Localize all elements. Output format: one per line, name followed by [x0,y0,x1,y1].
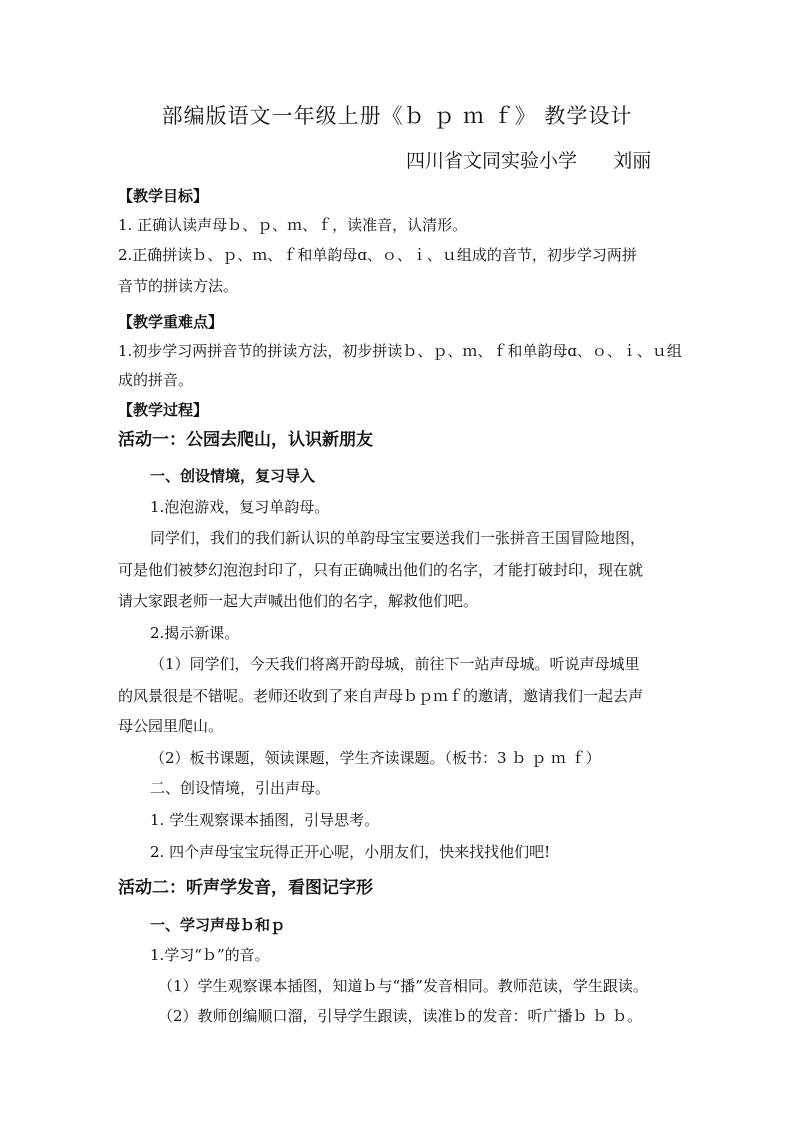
section-heading-objectives: 【教学目标】 [118,187,209,205]
paragraph: 可是他们被梦幻泡泡封印了，只有正确喊出他们的名字，才能打破封印，现在就 [118,561,644,579]
paragraph: 2. 四个声母宝宝玩得正开心呢，小朋友们，快来找找他们吧! [150,843,551,861]
activity-heading: 活动二：听声学发音，看图记字形 [118,878,373,898]
paragraph: 的风景很是不错呢。老师还收到了来自声母ｂｐｍｆ的邀请，邀请我们一起去声 [118,687,644,705]
paragraph: 2.揭示新课。 [150,624,240,642]
section-heading-key-points: 【教学重难点】 [118,313,224,331]
paragraph: （1）同学们，今天我们将离开韵母城，前往下一站声母城。听说声母城里 [150,655,640,673]
paragraph: 1.学习“ｂ”的音。 [150,946,270,964]
paragraph: （2）教师创编顺口溜，引导学生跟读，读准ｂ的发音：听广播ｂ ｂ ｂ。 [158,1007,643,1025]
paragraph: 1.初步学习两拼音节的拼读方法，初步拼读ｂ、ｐ、ｍ、ｆ和单韵母ɑ、ｏ、ｉ、ｕ组 [118,342,682,360]
subsection-heading: 一、学习声母ｂ和ｐ [150,916,286,934]
paragraph: 母公园里爬山。 [118,717,224,735]
document-title: 部编版语文一年级上册《ｂ ｐ ｍ ｆ》 教学设计 [161,104,633,128]
paragraph: 2.正确拼读ｂ、ｐ、ｍ、ｆ和单韵母ɑ、ｏ、ｉ、ｕ组成的音节，初步学习两拼 [118,246,637,264]
paragraph: 同学们，我们的我们新认识的单韵母宝宝要送我们一张拼音王国冒险地图， [150,529,646,547]
paragraph: 成的拼音。 [118,371,194,389]
paragraph: 1. 学生观察课本插图，引导思考。 [150,811,380,829]
paragraph: 音节的拼读方法。 [118,277,239,295]
paragraph: （2）板书课题，领读课题，学生齐读课题。（板书：3 ｂ ｐ ｍ ｆ） [150,749,601,767]
paragraph: （1）学生观察课本插图，知道ｂ与“播”发音相同。教师范读，学生跟读。 [158,977,648,995]
section-heading-process: 【教学过程】 [118,401,209,419]
activity-heading: 活动一：公园去爬山，认识新朋友 [118,430,373,450]
paragraph: 1.泡泡游戏，复习单韵母。 [150,498,330,516]
subsection-heading: 一、创设情境，复习导入 [150,467,316,485]
paragraph: 二、创设情境，引出声母。 [150,779,331,797]
paragraph: 请大家跟老师一起大声喊出他们的名字，解救他们吧。 [118,592,479,610]
author-line: 四川省文同实验小学 刘丽 [406,150,652,172]
paragraph: 1. 正确认读声母ｂ、ｐ、ｍ、ｆ，读准音，认清形。 [118,216,468,234]
